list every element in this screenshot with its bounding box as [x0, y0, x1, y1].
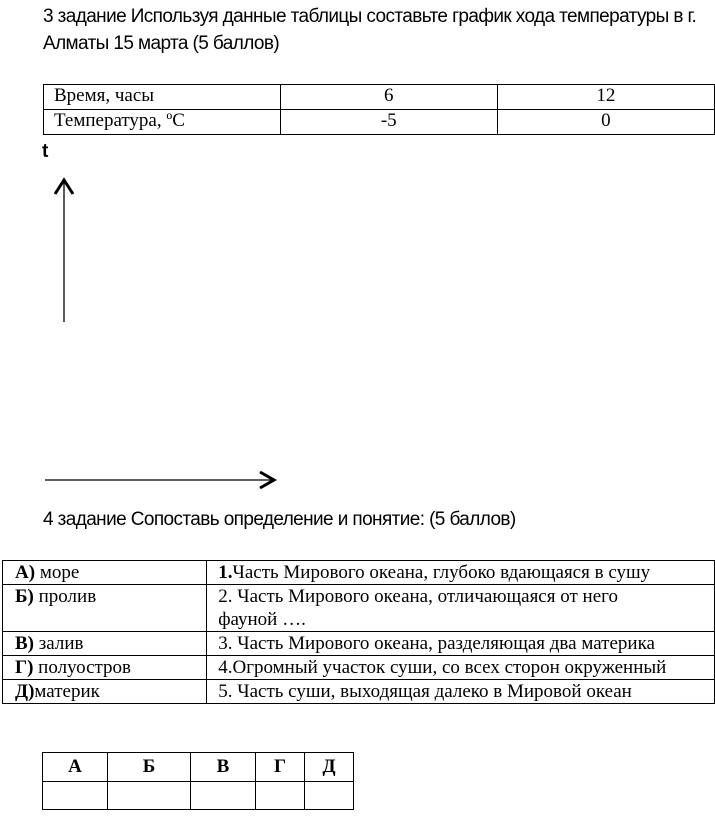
term-cell: [3, 632, 207, 656]
answer-header-d: Д: [305, 753, 354, 782]
matching-table: [2, 560, 715, 704]
table-row: [3, 680, 715, 704]
term-letter: А): [15, 562, 36, 583]
graph-axes: [0, 160, 300, 500]
answer-cell-b[interactable]: [108, 782, 191, 810]
temperature-table: [43, 84, 715, 135]
definition-text: Часть Мирового океана, разделяющая два материка: [232, 633, 655, 654]
definition-text: Часть Мирового океана, отличающаяся от него: [232, 586, 618, 607]
definition-cell: [207, 656, 715, 680]
answer-header-b: Б: [108, 753, 191, 782]
answer-table: [42, 752, 354, 810]
table-cell: -5: [280, 110, 497, 135]
table-row: [44, 110, 715, 135]
definition-cell: [207, 585, 715, 632]
definition-number: 1.: [218, 562, 233, 583]
table-cell: 0: [497, 110, 714, 135]
answer-cell-a[interactable]: [43, 782, 108, 810]
answer-header-v: В: [191, 753, 256, 782]
table-cell: 6: [280, 85, 497, 110]
table-cell: Температура, ºС: [44, 110, 281, 135]
term-text: полуостров: [33, 657, 132, 678]
term-cell: [3, 561, 207, 585]
term-text: пролив: [33, 586, 97, 607]
term-cell: [3, 680, 207, 704]
term-text: море: [35, 562, 80, 583]
table-row: [3, 656, 715, 680]
y-axis-label: t: [42, 141, 49, 162]
definition-cell: [207, 680, 715, 704]
definition-text: Часть суши, выходящая далеко в Мировой океан: [232, 681, 632, 702]
table-row: [44, 85, 715, 110]
definition-number: 4.: [218, 657, 233, 678]
answer-header-a: А: [43, 753, 108, 782]
table-header-row: [43, 753, 354, 782]
definition-cell: [207, 561, 715, 585]
definition-text-cont: фауной ….: [218, 609, 306, 630]
table-cell: 12: [497, 85, 714, 110]
definition-number: 2.: [218, 586, 233, 607]
term-letter: Б): [15, 586, 34, 607]
term-letter: Д): [15, 681, 35, 702]
table-row: [3, 632, 715, 656]
term-cell: [3, 585, 207, 632]
term-cell: [3, 656, 207, 680]
definition-text: Огромный участок суши, со всех сторон окруженный: [232, 657, 667, 678]
term-text: залив: [34, 633, 84, 654]
task4-heading: 4 задание Сопоставь определение и понятие: (5 баллов): [43, 509, 516, 530]
task3-heading: 3 задание Используя данные таблицы составьте график хода температуры в г. Алматы 15 марта (5 баллов): [43, 6, 697, 54]
answer-cell-g[interactable]: [256, 782, 305, 810]
definition-cell: [207, 632, 715, 656]
term-letter: Г): [15, 657, 34, 678]
table-cell: Время, часы: [44, 85, 281, 110]
definition-text: Часть Мирового океана, глубоко вдающаяся в сушу: [232, 562, 651, 583]
table-row: [3, 561, 715, 585]
answer-header-g: Г: [256, 753, 305, 782]
answer-cell-d[interactable]: [305, 782, 354, 810]
term-letter: В): [15, 633, 34, 654]
answer-row: [43, 782, 354, 810]
table-row: [3, 585, 715, 632]
definition-number: 5.: [218, 681, 233, 702]
term-text: материк: [34, 681, 100, 702]
answer-cell-v[interactable]: [191, 782, 256, 810]
definition-number: 3.: [218, 633, 233, 654]
